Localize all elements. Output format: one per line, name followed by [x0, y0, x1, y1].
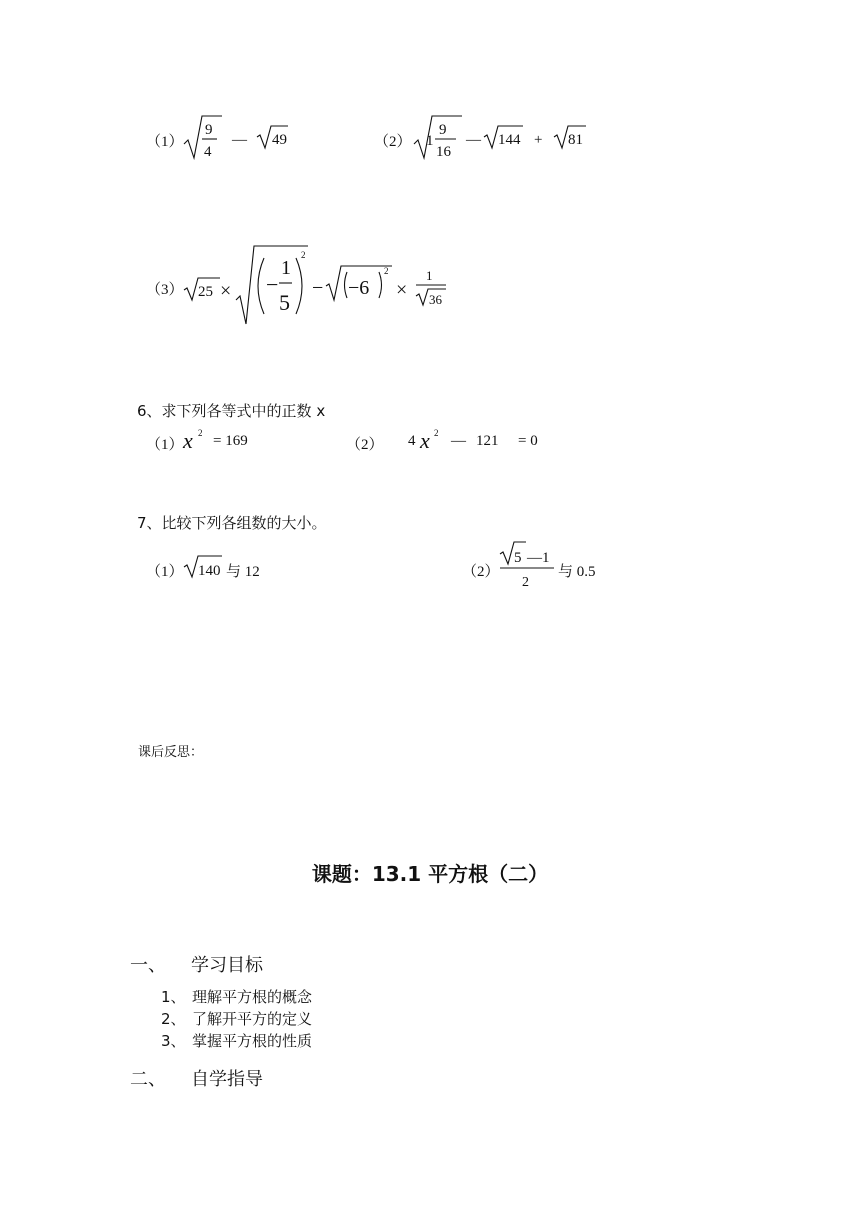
frac-numerator: 9: [205, 122, 213, 138]
minus-sign: −: [312, 277, 324, 299]
left-paren: [345, 272, 348, 298]
q6-item1-var: x: [183, 428, 193, 453]
frac-denominator: 4: [204, 144, 212, 160]
q7-item2-label: （2）: [462, 564, 500, 580]
frac-num-radicand: 5: [514, 550, 522, 566]
mixed-whole: 1: [426, 133, 434, 149]
goal-1-text: 理解平方根的概念: [192, 988, 313, 1006]
q6-item2-num: 121: [476, 433, 499, 449]
section-2-number: 二、: [130, 1069, 166, 1090]
minus-sign: —: [232, 132, 247, 148]
goal-3-text: 掌握平方根的性质: [192, 1032, 313, 1050]
radicand: 49: [272, 132, 287, 148]
goal-1-number: 1、: [161, 988, 186, 1006]
times-sign: ×: [396, 279, 408, 301]
q7-item2-fraction: [496, 538, 558, 594]
goal-2-number: 2、: [161, 1010, 186, 1028]
q6-item1-rest: = 169: [213, 433, 248, 449]
problem-3-label: （3）: [146, 282, 184, 298]
problem-2-label: （2）: [374, 134, 412, 150]
q6-item1-exp: 2: [198, 428, 203, 438]
left-paren: [258, 258, 264, 314]
problem-1-label: （1）: [146, 134, 184, 150]
frac-numerator: 1: [281, 257, 291, 279]
problem-1-expression: [180, 112, 290, 164]
q6-heading: 6、求下列各等式中的正数 x: [137, 402, 326, 420]
q7-item2-rest: 与 0.5: [558, 564, 596, 580]
frac-minus: −: [266, 272, 279, 297]
right-paren: [296, 258, 302, 314]
goal-3-number: 3、: [161, 1032, 186, 1050]
q6-item2-label: （2）: [346, 437, 384, 453]
section-1-title: 学习目标: [191, 955, 263, 976]
lesson-title: 课题：13.1 平方根（二）: [311, 862, 549, 886]
radicand-a: 144: [498, 132, 521, 148]
radicand: 140: [198, 563, 221, 579]
q6-item2-var: x: [420, 428, 430, 453]
times-sign: ×: [220, 280, 232, 302]
radicand-a: 25: [198, 284, 213, 300]
q6-item2-minus: —: [451, 433, 466, 449]
exponent: 2: [384, 266, 389, 276]
exponent: 2: [301, 250, 306, 260]
q7-item1-label: （1）: [146, 564, 184, 580]
frac-denominator: 2: [522, 575, 529, 590]
frac-numerator: 1: [426, 268, 433, 283]
plus-sign: +: [534, 132, 543, 148]
section-1-number: 一、: [130, 955, 166, 976]
frac-denominator: 5: [279, 290, 290, 315]
q7-item1-sqrt: [180, 552, 224, 580]
q6-item1-label: （1）: [146, 437, 184, 453]
inner-value: −6: [348, 277, 370, 299]
problem-3-expression: [180, 240, 460, 330]
radical-sign: [500, 542, 526, 564]
minus-sign: —: [466, 132, 481, 148]
goal-2-text: 了解开平方的定义: [192, 1010, 313, 1028]
q6-item2-coef: 4: [408, 433, 416, 449]
reflection-label: 课后反思：: [138, 745, 204, 760]
q7-item1-rest: 与 12: [226, 564, 260, 580]
frac-num-rest: —1: [527, 550, 550, 566]
right-paren: [379, 272, 382, 298]
frac-denominator: 36: [429, 292, 442, 307]
section-2-title: 自学指导: [191, 1069, 263, 1090]
radicand-b: 81: [568, 132, 583, 148]
radical-sign: [184, 116, 222, 158]
q6-item2-eq: = 0: [518, 433, 538, 449]
q6-item2-exp: 2: [434, 428, 439, 438]
q7-heading: 7、比较下列各组数的大小。: [137, 514, 327, 532]
problem-2-expression: [410, 112, 590, 164]
frac-denominator: 16: [436, 144, 451, 160]
frac-numerator: 9: [439, 122, 447, 138]
